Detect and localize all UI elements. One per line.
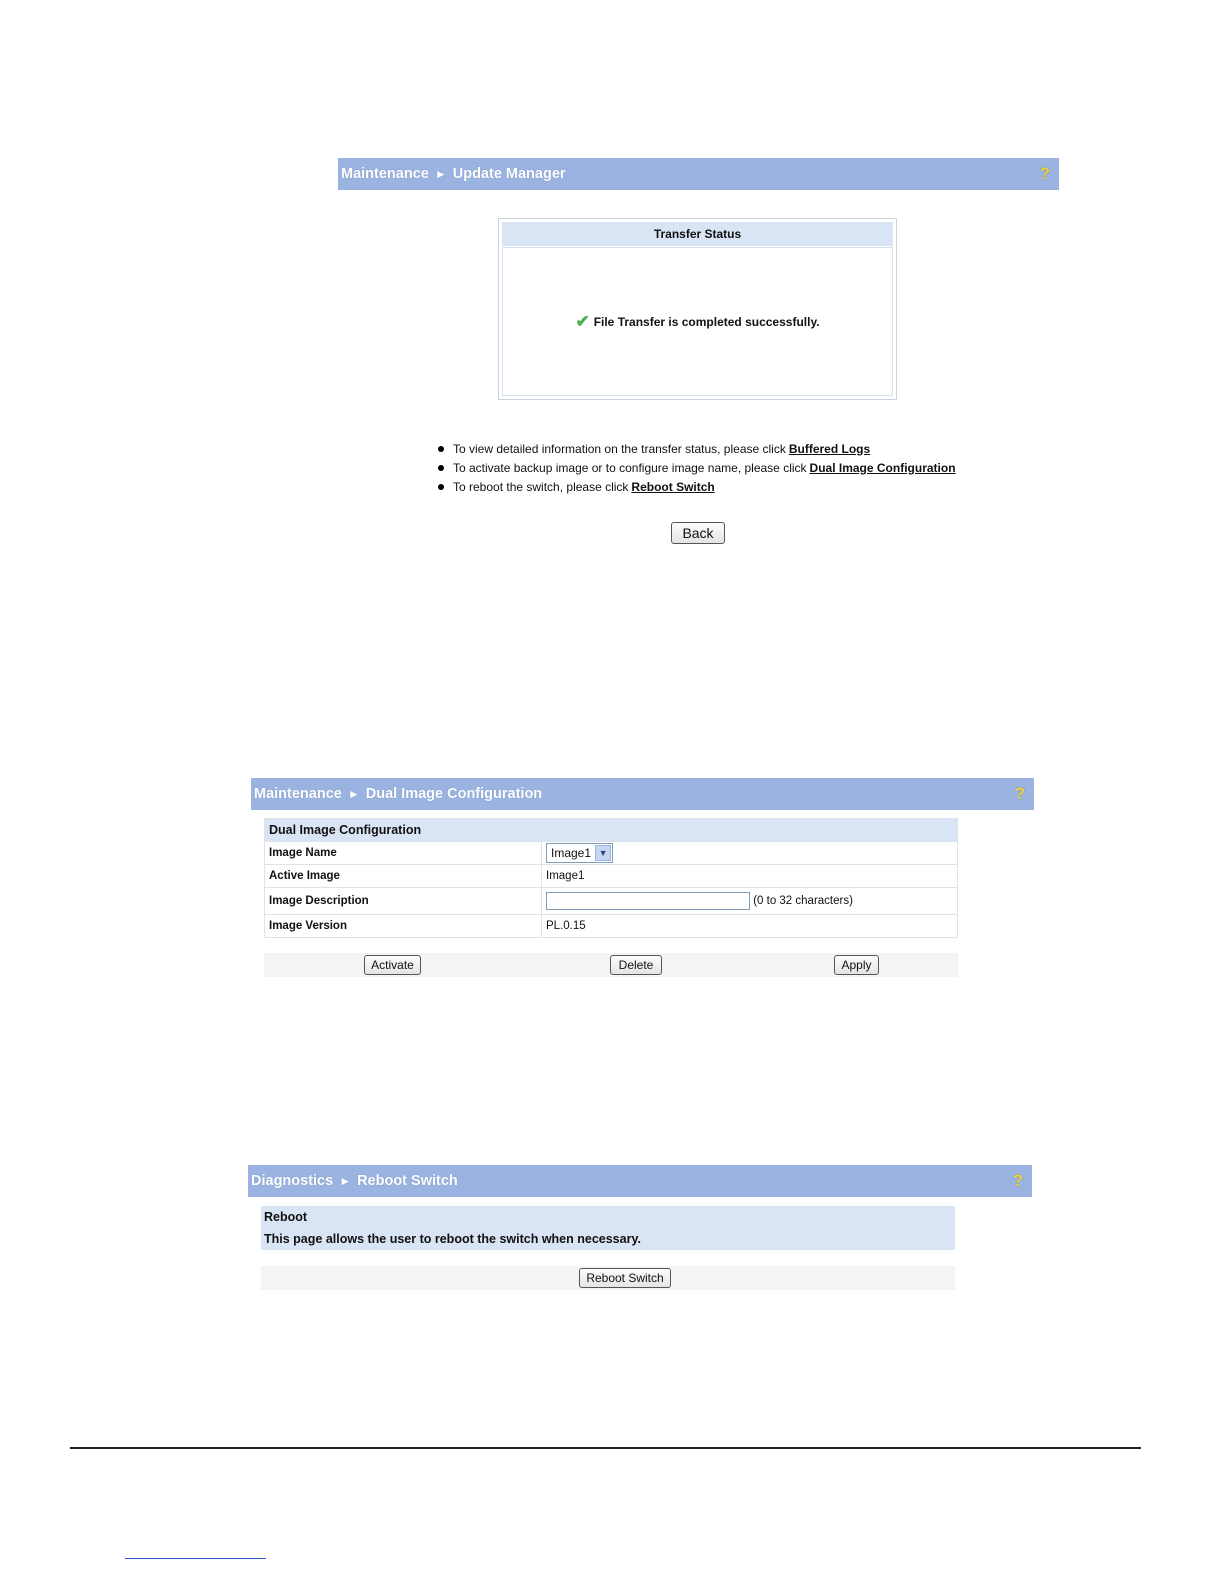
activate-button[interactable]: Activate bbox=[364, 955, 421, 975]
table-row bbox=[265, 865, 958, 888]
reboot-switch-link[interactable]: Reboot Switch bbox=[631, 479, 715, 494]
list-item bbox=[433, 439, 956, 458]
image-name-selected: Image1 bbox=[551, 846, 592, 860]
image-name-select[interactable] bbox=[546, 843, 613, 863]
back-button[interactable]: Back bbox=[671, 522, 725, 544]
reboot-switch-button[interactable]: Reboot Switch bbox=[579, 1268, 671, 1288]
dual-image-configuration-link[interactable]: Dual Image Configuration bbox=[809, 460, 956, 475]
image-description-hint: (0 to 32 characters) bbox=[753, 895, 853, 908]
list-item bbox=[433, 458, 956, 477]
active-image-label: Active Image bbox=[265, 865, 542, 888]
info-list bbox=[433, 439, 956, 496]
transfer-status-body bbox=[502, 247, 893, 396]
apply-button[interactable]: Apply bbox=[834, 955, 879, 975]
bullet-icon bbox=[438, 484, 444, 490]
help-icon[interactable]: ? bbox=[1014, 784, 1026, 803]
reboot-title: Reboot bbox=[264, 1210, 308, 1224]
header-section: Maintenance bbox=[254, 786, 342, 802]
info-text: To reboot the switch, please click bbox=[453, 479, 629, 494]
help-icon[interactable]: ? bbox=[1039, 164, 1051, 183]
breadcrumb-arrow-icon: ► bbox=[347, 787, 360, 801]
transfer-status-panel bbox=[498, 218, 897, 400]
list-item bbox=[433, 477, 956, 496]
transfer-status-message: File Transfer is completed successfully. bbox=[593, 314, 820, 329]
dual-image-header bbox=[251, 778, 1034, 810]
bullet-icon bbox=[438, 446, 444, 452]
table-row bbox=[265, 842, 958, 865]
table-title-row bbox=[265, 819, 958, 842]
buffered-logs-link[interactable]: Buffered Logs bbox=[788, 441, 871, 456]
transfer-status-title: Transfer Status bbox=[502, 222, 893, 246]
reboot-description: This page allows the user to reboot the switch when necessary. bbox=[264, 1232, 641, 1246]
image-name-label: Image Name bbox=[265, 842, 542, 865]
breadcrumb-arrow-icon: ► bbox=[434, 167, 447, 181]
breadcrumb-arrow-icon: ► bbox=[339, 1174, 352, 1188]
reboot-info-panel bbox=[261, 1206, 955, 1250]
reboot-header bbox=[248, 1165, 1032, 1197]
header-section: Maintenance bbox=[341, 166, 429, 182]
delete-button[interactable]: Delete bbox=[610, 955, 662, 975]
header-section: Diagnostics bbox=[251, 1173, 334, 1189]
image-version-label: Image Version bbox=[265, 915, 542, 938]
header-page: Reboot Switch bbox=[357, 1173, 458, 1189]
chevron-down-icon[interactable]: ▼ bbox=[595, 845, 611, 861]
footer-link-underline bbox=[125, 1558, 266, 1559]
active-image-value: Image1 bbox=[542, 865, 958, 888]
bullet-icon bbox=[438, 465, 444, 471]
image-name-cell bbox=[542, 842, 958, 865]
info-text: To activate backup image or to configure image name, please click bbox=[453, 460, 807, 475]
image-description-cell bbox=[542, 888, 958, 915]
image-version-value: PL.0.15 bbox=[542, 915, 958, 938]
help-icon[interactable]: ? bbox=[1012, 1171, 1024, 1190]
table-row bbox=[265, 888, 958, 915]
image-description-label: Image Description bbox=[265, 888, 542, 915]
info-text: To view detailed information on the transfer status, please click bbox=[453, 441, 786, 456]
header-page: Dual Image Configuration bbox=[365, 786, 543, 802]
checkmark-icon: ✔ bbox=[575, 311, 590, 331]
image-description-input[interactable] bbox=[546, 892, 750, 910]
update-manager-header bbox=[338, 158, 1059, 190]
footer-divider bbox=[70, 1447, 1141, 1449]
table-title: Dual Image Configuration bbox=[265, 819, 958, 842]
header-page: Update Manager bbox=[452, 166, 566, 182]
dual-image-table bbox=[264, 818, 958, 938]
table-row bbox=[265, 915, 958, 938]
